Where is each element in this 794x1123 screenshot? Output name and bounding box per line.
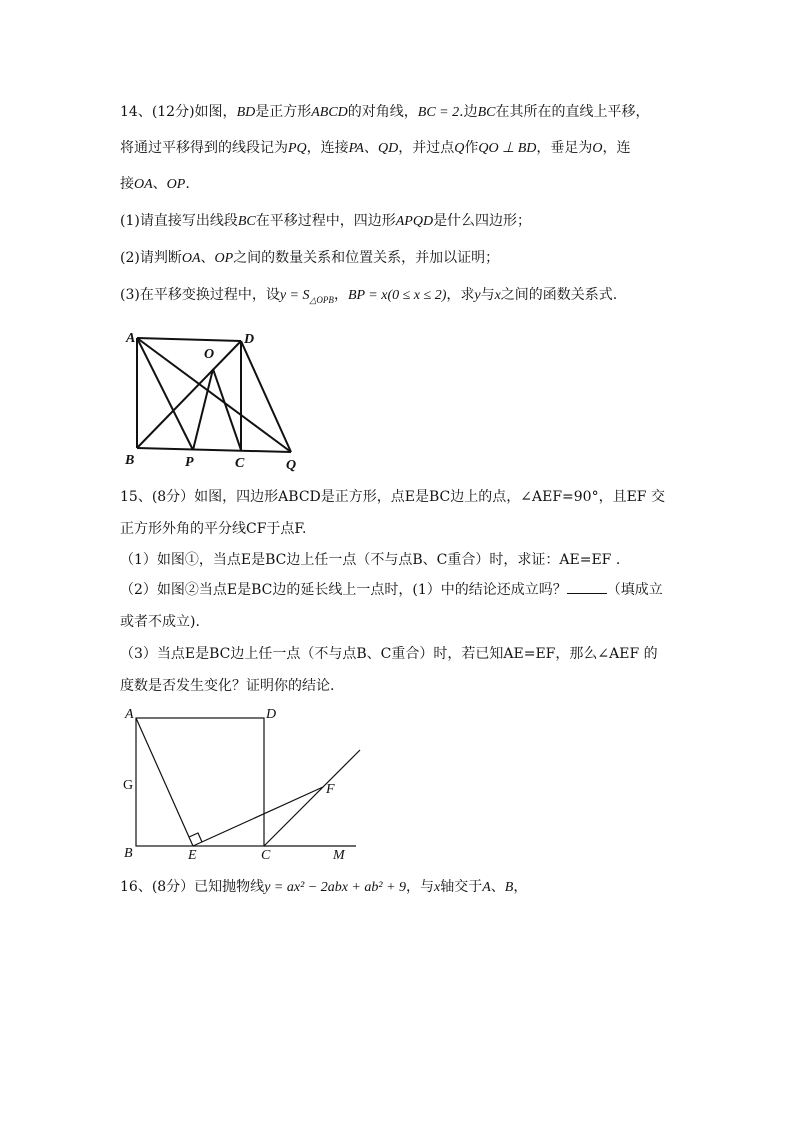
label-G: G bbox=[123, 778, 134, 793]
answer-blank[interactable] bbox=[567, 581, 607, 594]
label-B: B bbox=[125, 453, 135, 468]
segment-BD bbox=[137, 341, 241, 448]
q14-text: (3)在平移变换过程中，设 bbox=[120, 287, 280, 303]
q14-text: 之间的数量关系和位置关系，并加以证明； bbox=[233, 250, 500, 266]
q16-math: y = ax² − 2abx + ab² + 9 bbox=[264, 880, 407, 895]
square-ABCD bbox=[136, 718, 264, 846]
q15-line-1: 15、(8分）如图，四边形ABCD是正方形，点E是BC边上的点，∠AEF=90°，且EF 交 bbox=[120, 489, 665, 505]
q14-text: ， bbox=[333, 287, 348, 303]
label-A: A bbox=[125, 707, 134, 722]
q16-line-1 bbox=[120, 877, 527, 898]
label-B: B bbox=[124, 846, 133, 861]
q16-math: A bbox=[482, 880, 491, 895]
q14-math: OA bbox=[134, 177, 153, 192]
label-A: A bbox=[126, 331, 136, 346]
segment-EF bbox=[193, 787, 323, 846]
q14-math: y bbox=[474, 288, 481, 303]
segment-BQ bbox=[137, 448, 291, 452]
q14-text: 接 bbox=[120, 176, 134, 192]
q14-math: y = S bbox=[279, 288, 310, 303]
q14-math: BP = x(0 ≤ x ≤ 2) bbox=[347, 288, 447, 303]
label-C: C bbox=[235, 456, 245, 471]
q15-text: （填成立 bbox=[606, 582, 663, 598]
q16-math: x bbox=[434, 880, 441, 895]
q14-figure bbox=[120, 325, 320, 475]
q14-text: ，垂足为 bbox=[536, 140, 593, 156]
q14-math: O bbox=[592, 141, 603, 156]
label-D: D bbox=[244, 332, 255, 347]
q14-text: 在平移过程中，四边形 bbox=[255, 213, 396, 229]
q14-math: APQD bbox=[395, 214, 434, 229]
q14-text: 是什么四边形； bbox=[433, 213, 532, 229]
q14-text: 之间的函数关系式. bbox=[500, 287, 618, 303]
q16-text: 、 bbox=[490, 879, 505, 895]
q14-math: BC bbox=[477, 105, 496, 120]
q14-text: 、 bbox=[363, 140, 378, 156]
q14-text: .边 bbox=[459, 104, 478, 120]
label-D: D bbox=[266, 707, 277, 722]
q15-figure bbox=[120, 702, 370, 867]
q14-math: OP bbox=[214, 251, 234, 266]
bisector-CF bbox=[264, 750, 360, 846]
q14-text: ，连 bbox=[602, 140, 631, 156]
q14-math-subscript: △OPB bbox=[309, 294, 334, 305]
q14-math: BC = 2 bbox=[417, 105, 460, 120]
q14-math: ABCD bbox=[311, 105, 348, 120]
q14-math: PA bbox=[348, 141, 364, 156]
q15-line-2: 正方形外角的平分线CF于点F. bbox=[120, 521, 307, 537]
q14-text: 是正方形 bbox=[255, 104, 312, 120]
q14-text: 14、(12分)如图， bbox=[120, 104, 237, 120]
q14-line-1 bbox=[120, 102, 649, 123]
q14-part-2 bbox=[120, 248, 499, 269]
q14-math: BD bbox=[236, 105, 256, 120]
q14-text: 将通过平移得到的线段记为 bbox=[120, 140, 288, 156]
q14-part-1 bbox=[120, 211, 531, 232]
label-O: O bbox=[204, 347, 215, 362]
q15-text: （2）如图②当点E是BC边的延长线上一点时，(1）中的结论还成立吗？ bbox=[120, 582, 567, 598]
q14-text: 、 bbox=[200, 250, 215, 266]
q14-math: QO ⊥ BD bbox=[478, 141, 537, 156]
q16-text: ， bbox=[513, 879, 528, 895]
q14-text: 的对角线， bbox=[347, 104, 418, 120]
q14-math: BC bbox=[237, 214, 256, 229]
q14-text: 在其所在的直线上平移， bbox=[495, 104, 650, 120]
q15-line-5: 或者不成立). bbox=[120, 614, 200, 630]
segment-AE bbox=[136, 718, 193, 846]
q14-line-2 bbox=[120, 138, 631, 159]
q14-text: ，并过点 bbox=[398, 140, 455, 156]
q16-text: 轴交于 bbox=[440, 879, 483, 895]
q15-part-3: （3）当点E是BC边上任一点（不与点B、C重合）时，若已知AE=EF，那么∠AEF 的 bbox=[120, 646, 658, 662]
segment-OC bbox=[213, 369, 241, 450]
q14-text: ，连接 bbox=[306, 140, 349, 156]
q15-part-2 bbox=[120, 580, 663, 600]
segment-AD bbox=[137, 338, 241, 341]
q14-math: x bbox=[494, 288, 501, 303]
label-Q: Q bbox=[286, 458, 297, 473]
q16-math: B bbox=[504, 880, 514, 895]
q14-text: (2)请判断 bbox=[120, 250, 182, 266]
q16-text: 16、(8分）已知抛物线 bbox=[120, 879, 265, 895]
label-C: C bbox=[261, 848, 271, 863]
q16-text: ，与 bbox=[406, 879, 435, 895]
q14-math: PQ bbox=[288, 141, 307, 156]
q14-text: 作 bbox=[464, 140, 479, 156]
label-E: E bbox=[188, 848, 197, 863]
q14-math: QD bbox=[377, 141, 399, 156]
q15-part-1: （1）如图①，当点E是BC边上任一点（不与点B、C重合）时，求证：AE=EF . bbox=[120, 552, 621, 568]
q14-text: ，求 bbox=[446, 287, 475, 303]
q14-math: OP bbox=[166, 177, 186, 192]
q14-text: 、 bbox=[152, 176, 167, 192]
q14-text: 与 bbox=[480, 287, 495, 303]
segment-DQ bbox=[241, 341, 291, 452]
q14-part-3 bbox=[120, 285, 617, 310]
q14-text: (1)请直接写出线段 bbox=[120, 213, 238, 229]
q14-text: . bbox=[185, 176, 190, 192]
segment-AP bbox=[137, 338, 193, 450]
q14-math: Q bbox=[454, 141, 465, 156]
label-M: M bbox=[333, 848, 345, 863]
q14-line-3 bbox=[120, 174, 190, 195]
label-F: F bbox=[326, 782, 335, 797]
q15-line-7: 度数是否发生变化？证明你的结论. bbox=[120, 678, 335, 694]
label-P: P bbox=[185, 455, 194, 470]
q14-math: OA bbox=[181, 251, 201, 266]
